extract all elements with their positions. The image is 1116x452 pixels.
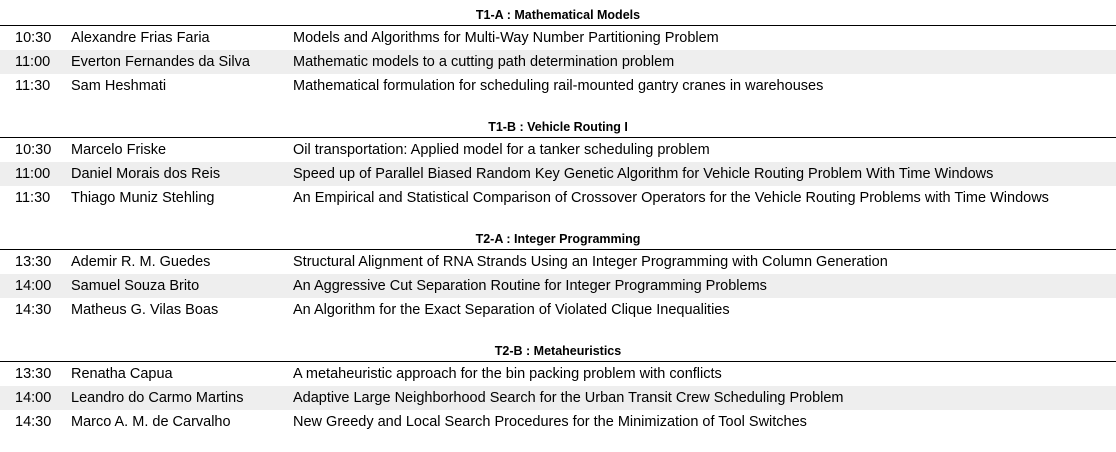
talk-title: Structural Alignment of RNA Strands Using an Integer Programming with Column Generation xyxy=(293,254,888,270)
talk-row xyxy=(0,386,1116,410)
session-title: T1-A : Mathematical Models xyxy=(0,4,1116,26)
talk-speaker: Leandro do Carmo Martins xyxy=(71,390,244,406)
talk-speaker: Ademir R. M. Guedes xyxy=(71,254,211,270)
talk-time: 13:30 xyxy=(15,366,52,382)
talk-time: 14:00 xyxy=(15,390,52,406)
session-title: T1-B : Vehicle Routing I xyxy=(0,116,1116,138)
talk-title: Oil transportation: Applied model for a tanker scheduling problem xyxy=(293,142,710,158)
talk-row xyxy=(0,362,1116,386)
session-title: T2-B : Metaheuristics xyxy=(0,340,1116,362)
talk-row xyxy=(0,250,1116,274)
talk-speaker: Samuel Souza Brito xyxy=(71,278,200,294)
talk-row xyxy=(0,274,1116,298)
talk-title: Mathematic models to a cutting path determination problem xyxy=(293,54,675,70)
talk-time: 13:30 xyxy=(15,254,52,270)
talk-title: An Empirical and Statistical Comparison of Crossover Operators for the Vehicle Routing Problems with Time Windows xyxy=(293,190,1049,206)
talk-row xyxy=(0,138,1116,162)
talk-title: Adaptive Large Neighborhood Search for the Urban Transit Crew Scheduling Problem xyxy=(293,390,844,406)
talk-row xyxy=(0,74,1116,98)
talk-row xyxy=(0,410,1116,434)
talk-time: 11:00 xyxy=(15,54,51,70)
talk-speaker: Matheus G. Vilas Boas xyxy=(71,302,219,318)
talk-speaker: Marcelo Friske xyxy=(71,142,167,158)
talk-speaker: Marco A. M. de Carvalho xyxy=(71,414,231,430)
talk-speaker: Daniel Morais dos Reis xyxy=(71,166,221,182)
talk-title: Speed up of Parallel Biased Random Key Genetic Algorithm for Vehicle Routing Problem With Time Windows xyxy=(293,166,994,182)
session-title: T2-A : Integer Programming xyxy=(0,228,1116,250)
session-t1a xyxy=(0,4,1116,98)
talk-title: A metaheuristic approach for the bin packing problem with conflicts xyxy=(293,366,722,382)
talk-title: An Algorithm for the Exact Separation of Violated Clique Inequalities xyxy=(293,302,730,318)
talk-time: 11:30 xyxy=(15,190,51,206)
talk-title: Models and Algorithms for Multi-Way Number Partitioning Problem xyxy=(293,30,719,46)
talk-time: 14:30 xyxy=(15,414,52,430)
talk-row xyxy=(0,26,1116,50)
talk-speaker: Alexandre Frias Faria xyxy=(71,30,210,46)
talk-speaker: Thiago Muniz Stehling xyxy=(71,190,215,206)
session-t2b xyxy=(0,340,1116,434)
talk-time: 14:30 xyxy=(15,302,52,318)
talk-speaker: Sam Heshmati xyxy=(71,78,167,94)
talk-speaker: Renatha Capua xyxy=(71,366,173,382)
talk-row xyxy=(0,162,1116,186)
session-t2a xyxy=(0,228,1116,322)
talk-time: 14:00 xyxy=(15,278,52,294)
talk-time: 10:30 xyxy=(15,30,52,46)
talk-time: 11:00 xyxy=(15,166,51,182)
session-t1b xyxy=(0,116,1116,210)
talk-time: 11:30 xyxy=(15,78,51,94)
talk-time: 10:30 xyxy=(15,142,52,158)
talk-speaker: Everton Fernandes da Silva xyxy=(71,54,250,70)
talk-title: An Aggressive Cut Separation Routine for Integer Programming Problems xyxy=(293,278,767,294)
talk-title: New Greedy and Local Search Procedures for the Minimization of Tool Switches xyxy=(293,414,807,430)
talk-title: Mathematical formulation for scheduling rail-mounted gantry cranes in warehouses xyxy=(293,78,824,94)
talk-row xyxy=(0,50,1116,74)
talk-row xyxy=(0,298,1116,322)
talk-row xyxy=(0,186,1116,210)
schedule xyxy=(0,4,1116,452)
